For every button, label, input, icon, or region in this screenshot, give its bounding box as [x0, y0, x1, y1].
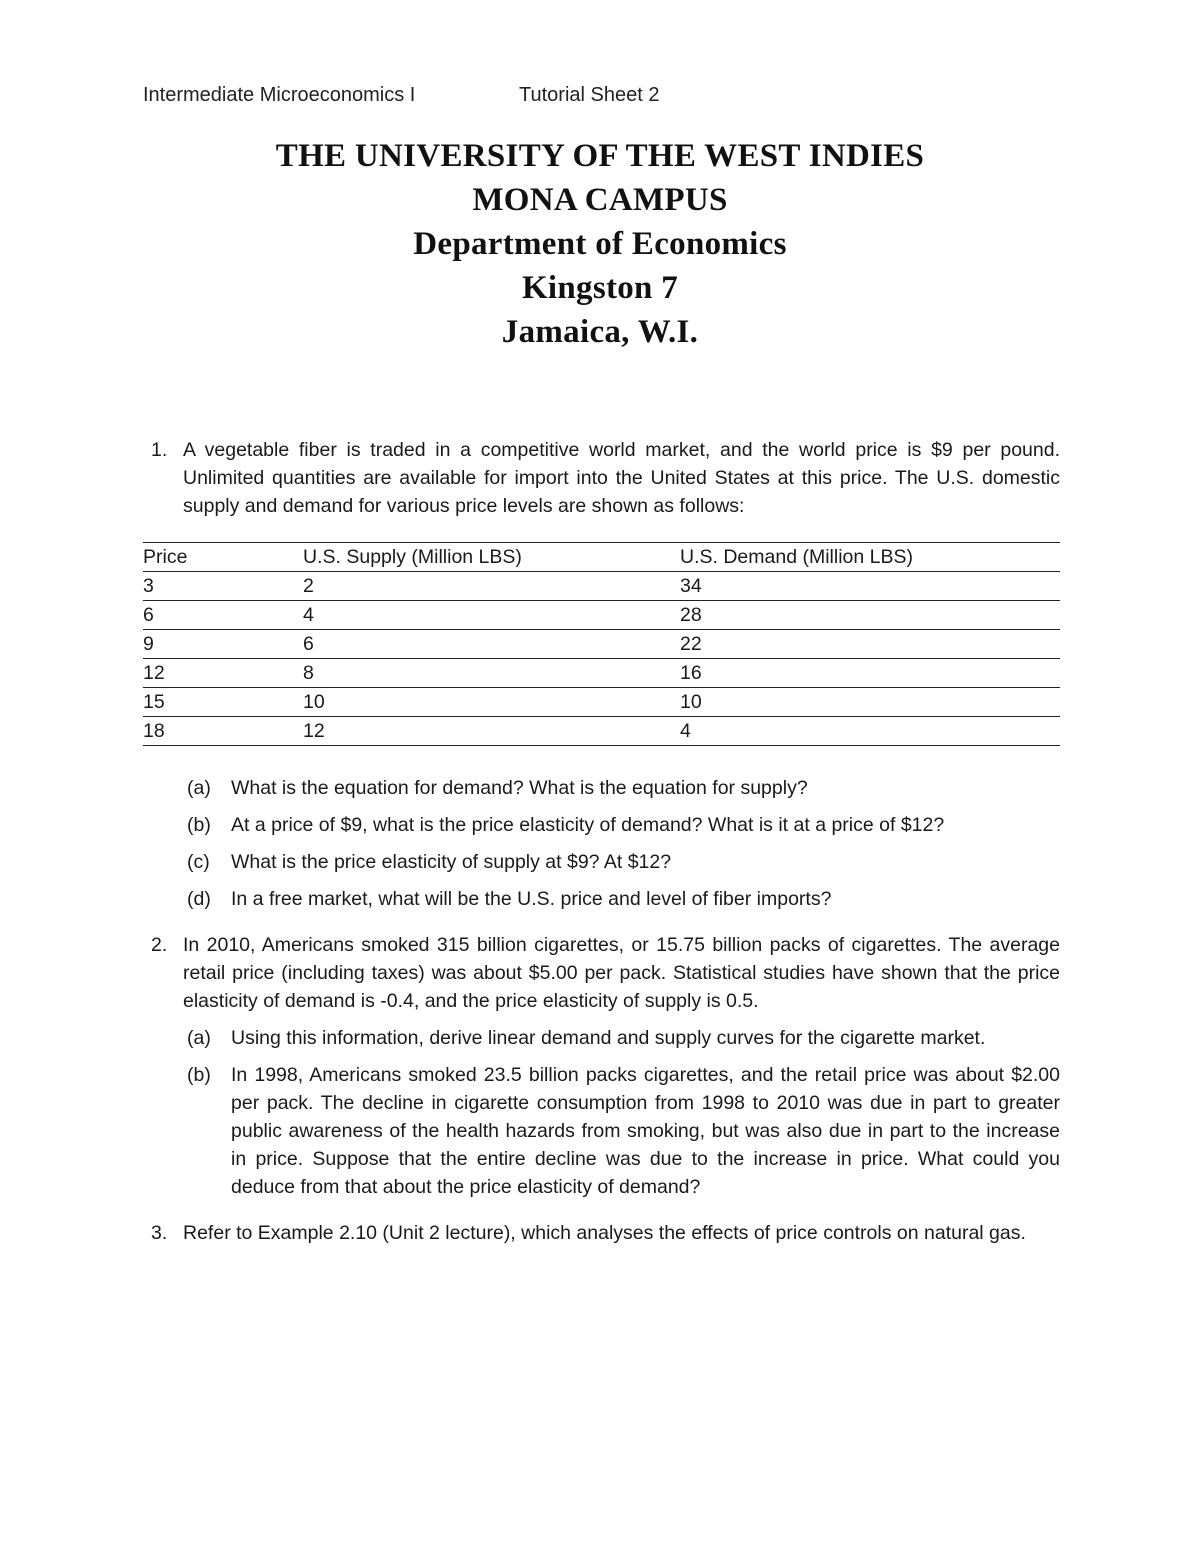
table-cell: 12: [143, 659, 303, 688]
country-line: Jamaica, W.I.: [501, 314, 699, 350]
part-label: (d): [187, 888, 211, 910]
university-name: THE UNIVERSITY OF THE WEST INDIES: [275, 138, 925, 174]
part-text: At a price of $9, what is the price elasticity of demand? What is it at a price of $12?: [231, 814, 945, 836]
table-cell: 12: [303, 717, 680, 746]
department-name: Department of Economics: [413, 226, 787, 262]
table-cell: 6: [143, 601, 303, 630]
question-text: In 2010, Americans smoked 315 billion cigarettes, or 15.75 billion packs of cigarettes. The average retail price (including taxes) was about $5.00 per pack. Statistical studies have shown that the price elasticity of demand is -0.4, and the price elasticity of supply is 0.5.: [183, 934, 1060, 1012]
part-label: (a): [187, 1027, 211, 1049]
table-cell: 34: [680, 572, 1060, 601]
question-text: A vegetable fiber is traded in a competitive world market, and the world price is $9 per pound. Unlimited quantities are available for import into the United States at this price. The U.S. domestic supply and demand for various price levels are shown as follows:: [183, 439, 1060, 517]
table-cell: 9: [143, 630, 303, 659]
question-1b: [143, 811, 1060, 839]
question-text: Refer to Example 2.10 (Unit 2 lecture), which analyses the effects of price controls on natural gas.: [183, 1222, 1026, 1244]
question-3: [143, 1219, 1060, 1247]
table-row: [143, 630, 1060, 659]
city-line: Kingston 7: [521, 270, 679, 306]
part-label: (a): [187, 777, 211, 799]
question-1a: [143, 774, 1060, 802]
table-cell: 4: [680, 717, 1060, 746]
page-header: [143, 84, 659, 107]
part-text: What is the equation for demand? What is the equation for supply?: [231, 777, 808, 799]
table-cell: 22: [680, 630, 1060, 659]
course-name: Intermediate Microeconomics I: [143, 84, 416, 106]
table-row: [143, 659, 1060, 688]
table-row: [143, 717, 1060, 746]
table-row: [143, 572, 1060, 601]
table-cell: 16: [680, 659, 1060, 688]
question-number: 1.: [151, 439, 168, 461]
part-text: What is the price elasticity of supply at $9? At $12?: [231, 851, 672, 873]
table-header: U.S. Supply (Million LBS): [303, 543, 680, 572]
question-1: [143, 436, 1060, 520]
supply-demand-table: [143, 542, 1060, 746]
question-1d: [143, 885, 1060, 913]
table-cell: 10: [680, 688, 1060, 717]
question-2a: [143, 1024, 1060, 1052]
part-text: In 1998, Americans smoked 23.5 billion packs cigarettes, and the retail price was about $2.00 per pack. The decline in cigarette consumption from 1998 to 2010 was due in part to greater public awareness of the health hazards from smoking, but was also due in part to the increase in price. Suppose that the entire decline was due to the increase in price. What could you deduce from that about the price elasticity of demand?: [231, 1064, 1060, 1198]
table-cell: 6: [303, 630, 680, 659]
table-cell: 4: [303, 601, 680, 630]
table-cell: 10: [303, 688, 680, 717]
table-row: [143, 688, 1060, 717]
question-1c: [143, 848, 1060, 876]
table-header: Price: [143, 543, 303, 572]
part-label: (c): [187, 851, 210, 873]
table-row: [143, 601, 1060, 630]
questions: [143, 436, 1060, 1247]
part-label: (b): [187, 814, 211, 836]
table-header: U.S. Demand (Million LBS): [680, 543, 1060, 572]
table-cell: 8: [303, 659, 680, 688]
question-2b: [143, 1061, 1060, 1201]
question-2: [143, 931, 1060, 1015]
title-block: [0, 134, 1200, 354]
campus-name: MONA CAMPUS: [472, 182, 728, 218]
table-cell: 18: [143, 717, 303, 746]
table-cell: 28: [680, 601, 1060, 630]
question-number: 3.: [151, 1222, 168, 1244]
part-text: In a free market, what will be the U.S. price and level of fiber imports?: [231, 888, 832, 910]
table-cell: 2: [303, 572, 680, 601]
question-number: 2.: [151, 934, 168, 956]
part-text: Using this information, derive linear demand and supply curves for the cigarette market.: [231, 1027, 986, 1049]
table-cell: 3: [143, 572, 303, 601]
table-header-row: [143, 543, 1060, 572]
table-cell: 15: [143, 688, 303, 717]
sheet-name: Tutorial Sheet 2: [519, 84, 660, 106]
part-label: (b): [187, 1064, 211, 1086]
